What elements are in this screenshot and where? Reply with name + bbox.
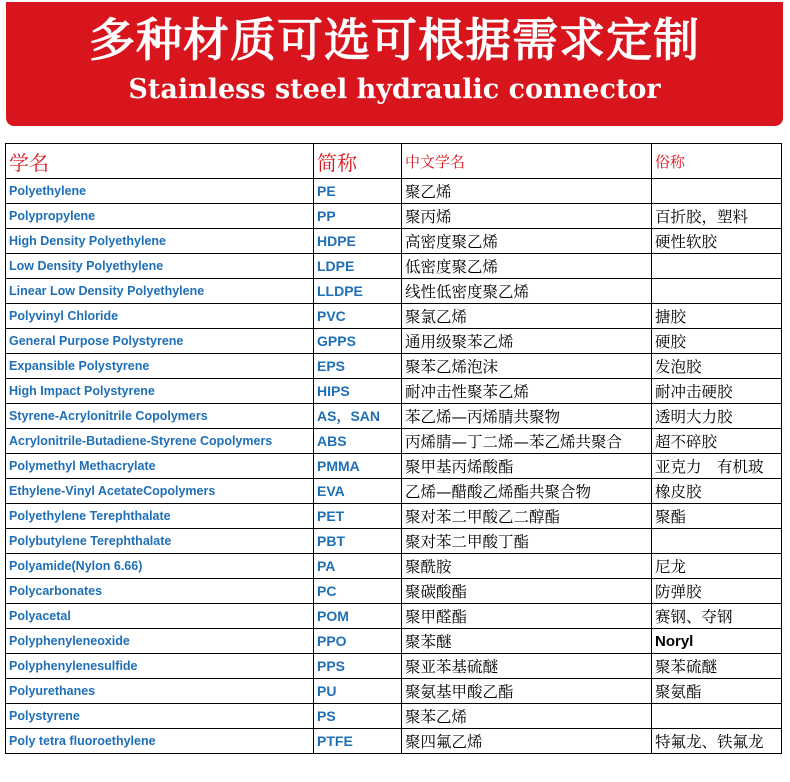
common-name-cell [652, 529, 782, 554]
abbreviation-cell: HDPE [314, 229, 402, 254]
table-row [6, 179, 782, 204]
chinese-name-cell: 聚苯醚 [402, 629, 652, 654]
table-row [6, 304, 782, 329]
abbreviation-cell: PP [314, 204, 402, 229]
english-name-cell: Ethylene-Vinyl AcetateCopolymers [6, 479, 314, 504]
abbreviation-cell: PC [314, 579, 402, 604]
abbreviation-cell: PMMA [314, 454, 402, 479]
common-name-cell: 聚苯硫醚 [652, 654, 782, 679]
chinese-name-cell: 线性低密度聚乙烯 [402, 279, 652, 304]
header-chinese-name: 中文学名 [402, 144, 652, 179]
chinese-name-cell: 聚酰胺 [402, 554, 652, 579]
abbreviation-cell: PBT [314, 529, 402, 554]
common-name-cell: 百折胶，塑料 [652, 204, 782, 229]
chinese-name-cell: 聚氯乙烯 [402, 304, 652, 329]
common-name-cell: 耐冲击硬胶 [652, 379, 782, 404]
abbreviation-cell: LLDPE [314, 279, 402, 304]
common-name-cell [652, 254, 782, 279]
english-name-cell: General Purpose Polystyrene [6, 329, 314, 354]
chinese-name-cell: 乙烯—醋酸乙烯酯共聚合物 [402, 479, 652, 504]
chinese-name-cell: 聚甲基丙烯酸酯 [402, 454, 652, 479]
common-name-cell: 硬胶 [652, 329, 782, 354]
english-name-cell: Polyacetal [6, 604, 314, 629]
common-name-cell: 亚克力 有机玻 [652, 454, 782, 479]
table-row [6, 554, 782, 579]
english-name-cell: Low Density Polyethylene [6, 254, 314, 279]
english-name-cell: Polyvinyl Chloride [6, 304, 314, 329]
table-body [6, 179, 782, 754]
common-name-cell: 尼龙 [652, 554, 782, 579]
chinese-name-cell: 聚苯乙烯泡沫 [402, 354, 652, 379]
title-banner [6, 2, 783, 126]
abbreviation-cell: PVC [314, 304, 402, 329]
common-name-cell: 超不碎胶 [652, 429, 782, 454]
english-name-cell: Polyphenylenesulfide [6, 654, 314, 679]
abbreviation-cell: PTFE [314, 729, 402, 754]
common-name-cell: 赛钢、夺钢 [652, 604, 782, 629]
common-name-cell: 发泡胶 [652, 354, 782, 379]
english-name-cell: Styrene-Acrylonitrile Copolymers [6, 404, 314, 429]
table-row [6, 529, 782, 554]
common-name-cell: 聚酯 [652, 504, 782, 529]
table-row [6, 454, 782, 479]
english-name-cell: Polycarbonates [6, 579, 314, 604]
abbreviation-cell: EVA [314, 479, 402, 504]
table-row [6, 404, 782, 429]
common-name-cell: 特氟龙、铁氟龙 [652, 729, 782, 754]
table-row [6, 504, 782, 529]
abbreviation-cell: HIPS [314, 379, 402, 404]
abbreviation-cell: GPPS [314, 329, 402, 354]
chinese-name-cell: 聚乙烯 [402, 179, 652, 204]
chinese-name-cell: 低密度聚乙烯 [402, 254, 652, 279]
table-row [6, 429, 782, 454]
english-name-cell: Polystyrene [6, 704, 314, 729]
english-name-cell: Polymethyl Methacrylate [6, 454, 314, 479]
common-name-cell: 橡皮胶 [652, 479, 782, 504]
chinese-name-cell: 聚甲醛酯 [402, 604, 652, 629]
table-row [6, 729, 782, 754]
abbreviation-cell: LDPE [314, 254, 402, 279]
chinese-name-cell: 聚亚苯基硫醚 [402, 654, 652, 679]
common-name-cell: 防弹胶 [652, 579, 782, 604]
table-row [6, 329, 782, 354]
abbreviation-cell: PPO [314, 629, 402, 654]
table-row [6, 704, 782, 729]
common-name-cell [652, 704, 782, 729]
table-row [6, 479, 782, 504]
table-row [6, 579, 782, 604]
chinese-name-cell: 聚四氟乙烯 [402, 729, 652, 754]
abbreviation-cell: PET [314, 504, 402, 529]
common-name-cell [652, 279, 782, 304]
abbreviation-cell: AS，SAN [314, 404, 402, 429]
common-name-cell: 搪胶 [652, 304, 782, 329]
table-header-row [6, 144, 782, 179]
table-row [6, 654, 782, 679]
abbreviation-cell: PA [314, 554, 402, 579]
table-row [6, 604, 782, 629]
abbreviation-cell: ABS [314, 429, 402, 454]
common-name-cell [652, 179, 782, 204]
english-name-cell: High Impact Polystyrene [6, 379, 314, 404]
table-row [6, 354, 782, 379]
english-name-cell: Polyamide(Nylon 6.66) [6, 554, 314, 579]
table-row [6, 379, 782, 404]
abbreviation-cell: PE [314, 179, 402, 204]
table-row [6, 679, 782, 704]
banner-title-english: Stainless steel hydraulic connector [128, 74, 661, 105]
english-name-cell: Polyethylene [6, 179, 314, 204]
english-name-cell: Polyphenyleneoxide [6, 629, 314, 654]
common-name-cell: Noryl [652, 629, 782, 654]
chinese-name-cell: 高密度聚乙烯 [402, 229, 652, 254]
common-name-cell: 透明大力胶 [652, 404, 782, 429]
english-name-cell: Poly tetra fluoroethylene [6, 729, 314, 754]
abbreviation-cell: PS [314, 704, 402, 729]
chinese-name-cell: 聚苯乙烯 [402, 704, 652, 729]
english-name-cell: Polybutylene Terephthalate [6, 529, 314, 554]
header-abbreviation: 简称 [314, 144, 402, 179]
banner-title-chinese: 多种材质可选可根据需求定制 [89, 13, 700, 67]
english-name-cell: Acrylonitrile-Butadiene-Styrene Copolymers [6, 429, 314, 454]
english-name-cell: High Density Polyethylene [6, 229, 314, 254]
table-row [6, 229, 782, 254]
abbreviation-cell: EPS [314, 354, 402, 379]
abbreviation-cell: POM [314, 604, 402, 629]
english-name-cell: Polyurethanes [6, 679, 314, 704]
chinese-name-cell: 耐冲击性聚苯乙烯 [402, 379, 652, 404]
english-name-cell: Polyethylene Terephthalate [6, 504, 314, 529]
table-row [6, 204, 782, 229]
english-name-cell: Expansible Polystyrene [6, 354, 314, 379]
table-row [6, 629, 782, 654]
abbreviation-cell: PU [314, 679, 402, 704]
common-name-cell: 聚氨酯 [652, 679, 782, 704]
english-name-cell: Polypropylene [6, 204, 314, 229]
chinese-name-cell: 聚丙烯 [402, 204, 652, 229]
table-row [6, 254, 782, 279]
abbreviation-cell: PPS [314, 654, 402, 679]
chinese-name-cell: 丙烯腈—丁二烯—苯乙烯共聚合 [402, 429, 652, 454]
chinese-name-cell: 聚氨基甲酸乙酯 [402, 679, 652, 704]
chinese-name-cell: 通用级聚苯乙烯 [402, 329, 652, 354]
header-scientific-name: 学名 [6, 144, 314, 179]
chinese-name-cell: 聚对苯二甲酸丁酯 [402, 529, 652, 554]
chinese-name-cell: 聚对苯二甲酸乙二醇酯 [402, 504, 652, 529]
chinese-name-cell: 苯乙烯—丙烯腈共聚物 [402, 404, 652, 429]
header-common-name: 俗称 [652, 144, 782, 179]
common-name-cell: 硬性软胶 [652, 229, 782, 254]
english-name-cell: Linear Low Density Polyethylene [6, 279, 314, 304]
table-row [6, 279, 782, 304]
chinese-name-cell: 聚碳酸酯 [402, 579, 652, 604]
materials-table [5, 143, 782, 754]
